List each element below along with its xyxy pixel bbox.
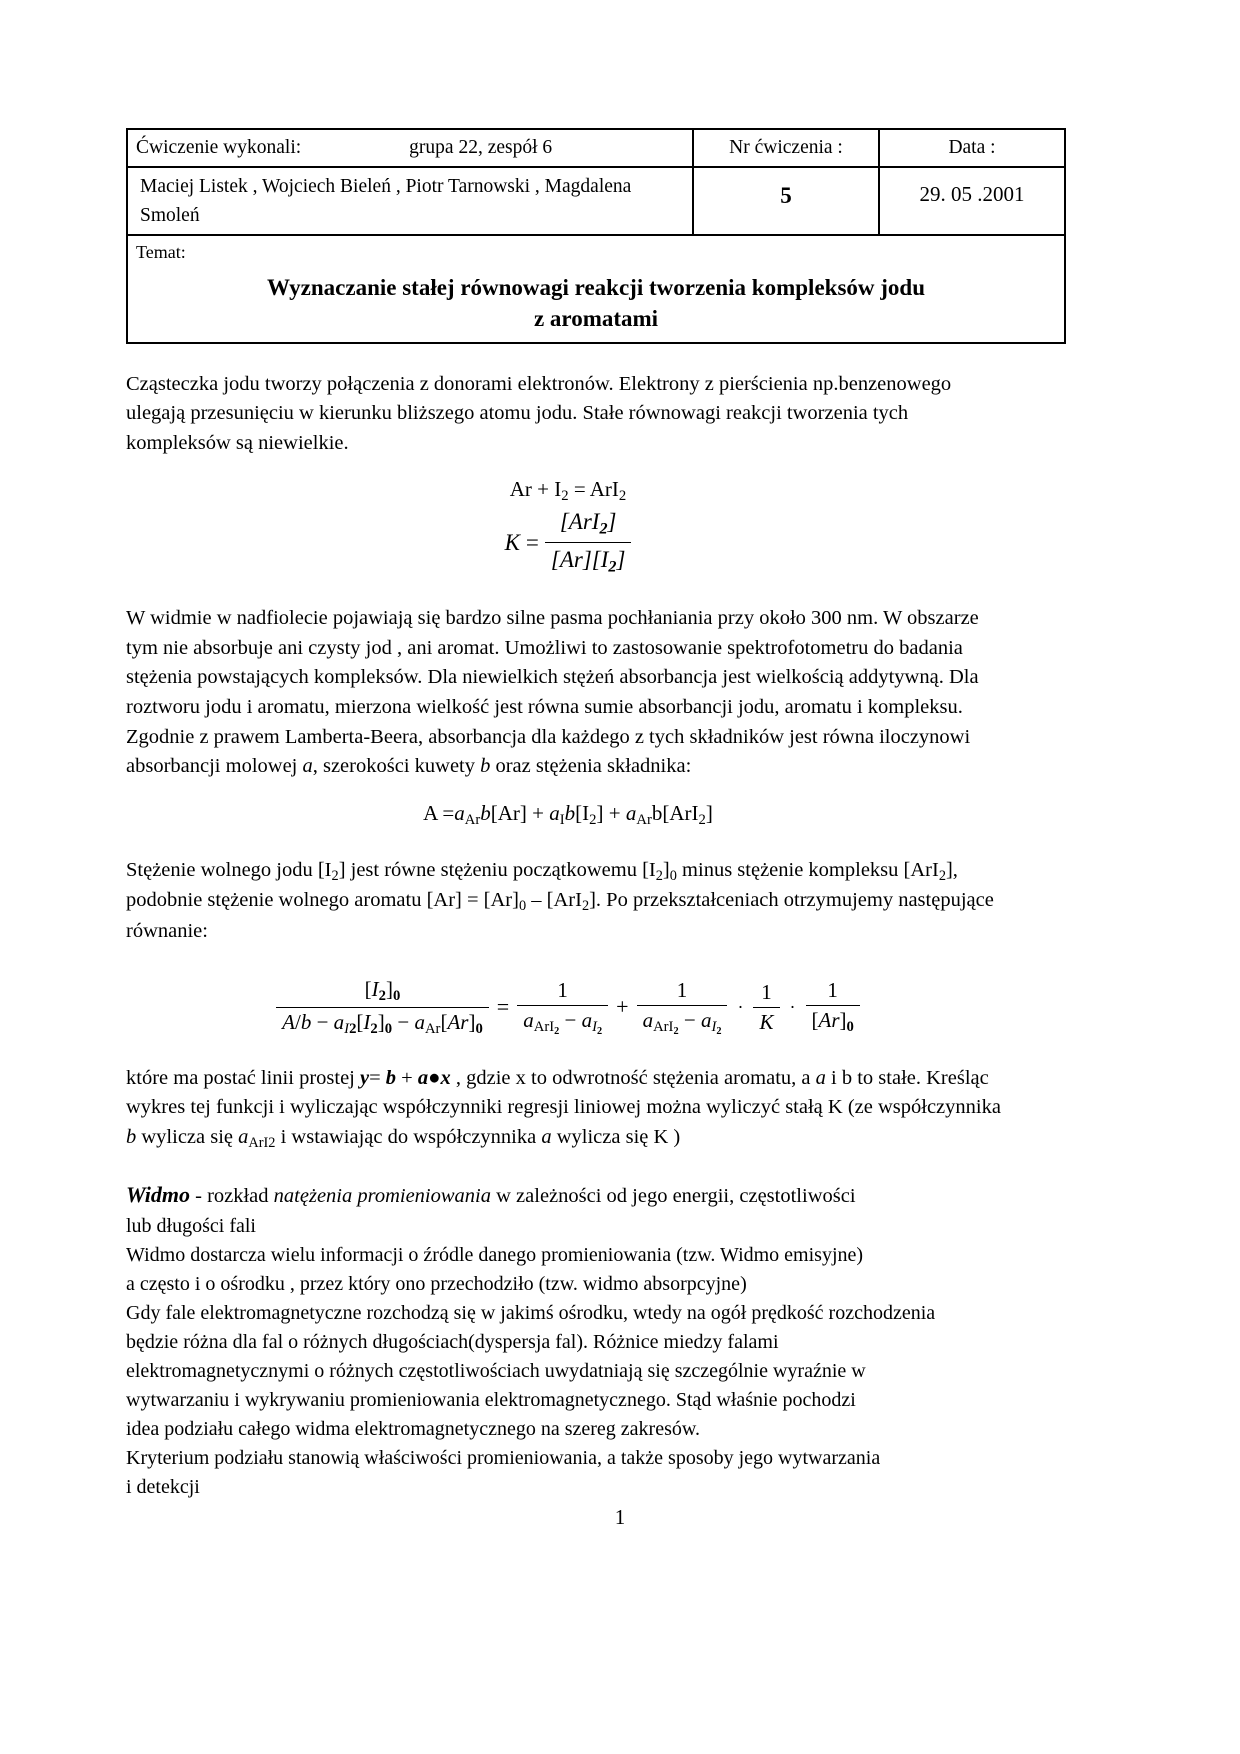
- cell-exercise-number-value: [693, 167, 879, 236]
- term4-fraction: [806, 978, 860, 1036]
- widmo-def-emphasis: natężenia promieniowania: [273, 1185, 491, 1208]
- k-fraction: [545, 507, 632, 579]
- exercise-number-label: Nr ćwiczenia :: [729, 137, 843, 158]
- report-header-table: [126, 128, 1066, 344]
- exercise-number-value: 5: [780, 182, 792, 208]
- widmo-line-7: elektromagnetycznymi o różnych częstotliwościach uwydatniają się szczególnie wyraźnie w: [126, 1360, 866, 1382]
- term2-fraction: [637, 978, 728, 1037]
- k-numerator: [ArI$_2$]: [545, 507, 632, 543]
- reaction-equation: $Ar + I_2 = ArI_2$: [509, 477, 627, 505]
- widmo-line-4: a często i o ośrodku , przez który ono przechodziło (tzw. widmo absorpcyjne): [126, 1273, 747, 1295]
- topic-title: [136, 272, 1056, 334]
- table-row: [127, 129, 1065, 167]
- lhs-denominator: $A/b - a_{I2}[I_2]_0 - a_{Ar}[Ar]_0$: [282, 1009, 483, 1037]
- widmo-line-8: wytwarzaniu i wykrywaniu promieniowania elektromagnetycznego. Stąd właśnie pochodzi: [126, 1389, 856, 1411]
- term3-numerator: 1: [753, 980, 779, 1008]
- page-number: 1: [614, 1505, 626, 1529]
- topic-title-line-1: Wyznaczanie stałej równowagi reakcji tworzenia kompleksów jodu: [267, 274, 925, 300]
- cell-topic: [127, 235, 1065, 343]
- multiplication-dot: ·: [789, 996, 796, 1017]
- widmo-line-6: będzie różna dla fal o różnych długościach(dyspersja fal). Różnice miedzy falami: [126, 1331, 779, 1353]
- term1-fraction: [517, 978, 608, 1037]
- group-value: grupa 22, zespół 6: [409, 137, 553, 158]
- term1-numerator: 1: [517, 978, 608, 1006]
- equation-equilibrium: [126, 476, 1010, 578]
- cell-performers-names: [127, 167, 693, 236]
- performers-names: Maciej Listek , Wojciech Bieleń , Piotr Tarnowski , Magdalena Smoleń: [140, 175, 632, 226]
- absorbance-equation: $A =a_{Ar}b[Ar] + a_Ib[I_2] + a_{Ar}b[ArI_2]$: [423, 800, 713, 828]
- k-constant-equation: [126, 507, 1010, 579]
- table-row: [127, 235, 1065, 343]
- equals-sign: =: [496, 994, 510, 1020]
- multiplication-dot: ·: [737, 996, 744, 1017]
- term1-denominator: $a_{ArI_2} - a_{I_2}$: [523, 1007, 603, 1037]
- widmo-definition: [126, 1179, 1010, 1212]
- widmo-def-part1: rozkład: [207, 1185, 269, 1208]
- performers-label: Ćwiczenie wykonali:: [136, 137, 302, 158]
- cell-exercise-number-label: [693, 129, 879, 167]
- lhs-fraction: [276, 977, 489, 1038]
- term2-numerator: 1: [637, 978, 728, 1006]
- term2-denominator: $a_{ArI_2} - a_{I_2}$: [642, 1007, 722, 1037]
- k-symbol: K: [504, 529, 520, 555]
- widmo-line-9: idea podziału całego widma elektromagnetycznego na szereg zakresów.: [126, 1418, 700, 1440]
- term3-denominator: K: [759, 1009, 774, 1034]
- term4-numerator: 1: [806, 978, 860, 1006]
- widmo-line-11: i detekcji: [126, 1476, 200, 1498]
- cell-performers-label: [127, 129, 693, 167]
- paragraph-spectrophotometry: W widmie w nadfiolecie pojawiają się bardzo silne pasma pochłaniania przy około 300 nm. W obszarze tym nie absorbuje ani czysty jod , ani aromat. Umożliwi to zastosowanie spektrofotometru do badania stężenia powstających kompleksów. Dla niewielkich stężeń absorbancja jest wielkością addytywną. Dla roztworu jodu i aromatu, mierzona wielkość jest równa sumie absorbancji jodu, aromatu i kompleksu. Zgodnie z prawem Lamberta-Beera, absorbancja dla każdego z tych składników jest równa iloczynowi absorbancji molowej a, szerokości kuwety b oraz stężenia składnika:: [126, 607, 979, 778]
- cell-date-value: [879, 167, 1065, 236]
- term3-fraction: [753, 980, 779, 1035]
- plus-sign: +: [616, 994, 629, 1020]
- widmo-term: Widmo: [126, 1182, 190, 1208]
- widmo-line-3: Widmo dostarcza wielu informacji o źródle danego promieniowania (tzw. Widmo emisyjne): [126, 1244, 864, 1266]
- topic-label: Temat:: [136, 242, 186, 263]
- date-value: 29. 05 .2001: [919, 181, 1025, 206]
- topic-title-line-2: z aromatami: [533, 305, 659, 331]
- equals-sign: =: [525, 529, 539, 555]
- paragraph-concentration: Stężenie wolnego jodu $[I_2]$ jest równe stężeniu początkowemu $[I_2]_0$ minus stężenie kompleksu [ArI$_2$], podobnie stężenie wolnego aromatu $[Ar] = [Ar]_0 - [ArI_2]$. Po przekształceniach otrzymujemy następujące równanie:: [126, 858, 994, 943]
- lhs-numerator: $[I_2]_0$: [276, 977, 489, 1008]
- paragraph-linear-form: które ma postać linii prostej y= b + a●x , gdzie x to odwrotność stężenia aromatu, a a i b to stałe. Kreśląc wykres tej funkcji i wyliczając współczynniki regresji liniowej można wyliczyć stałą K (ze współczynnika b wylicza się $a_{ArI2}$ i wstawiając do współczynnika a wylicza się K ): [126, 1066, 1001, 1151]
- equation-linearized: [126, 977, 1010, 1038]
- widmo-def-part2: w zależności od jego energii, częstotliwości: [496, 1185, 856, 1208]
- widmo-line-5: Gdy fale elektromagnetyczne rozchodzą się w jakimś ośrodku, wtedy na ogół prędkość rozchodzenia: [126, 1302, 936, 1324]
- widmo-dash: -: [195, 1185, 202, 1208]
- cell-date-label: [879, 129, 1065, 167]
- widmo-line-10: Kryterium podziału stanowią właściwości promieniowania, a także sposoby jego wytwarzania: [126, 1447, 881, 1469]
- equation-absorbance: [126, 800, 1010, 830]
- widmo-line-2: lub długości fali: [126, 1215, 256, 1237]
- term4-denominator: $[Ar]_0$: [811, 1008, 854, 1036]
- table-row: [127, 167, 1065, 236]
- k-denominator: $[Ar][I_2]$: [550, 547, 626, 576]
- page-content: [126, 128, 1025, 1502]
- date-label: Data :: [948, 137, 996, 158]
- widmo-body: [126, 1212, 1010, 1502]
- paragraph-intro: Cząsteczka jodu tworzy połączenia z donorami elektronów. Elektrony z pierścienia np.benzenowego ulegają przesunięciu w kierunku bliższego atomu jodu. Stałe równowagi reakcji tworzenia tych kompleksów są niewielkie.: [126, 372, 952, 454]
